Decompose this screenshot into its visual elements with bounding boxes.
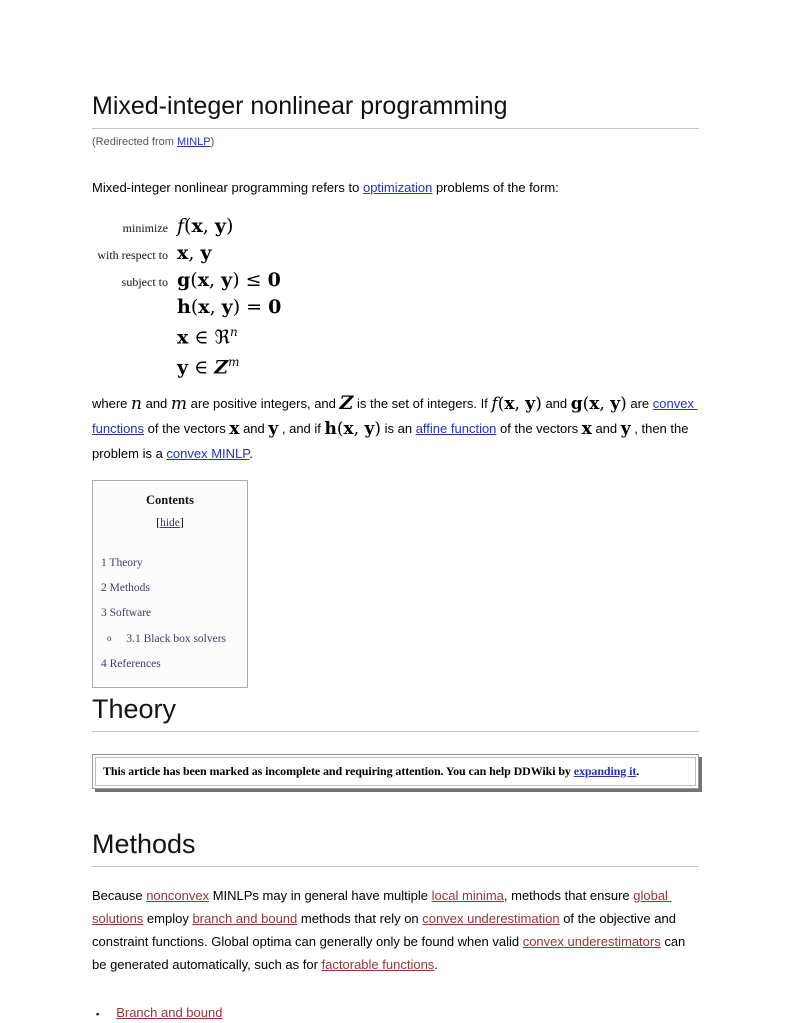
global-solutions-link[interactable]: global solutions: [92, 887, 672, 926]
text-run: (: [582, 393, 590, 414]
text-run: m: [170, 393, 188, 414]
where-paragraph: [92, 391, 699, 466]
toc-sub-bullet-icon: o: [107, 632, 112, 643]
text-run: and: [541, 395, 571, 411]
text-run: of the vectors: [144, 420, 230, 436]
local-minima-link[interactable]: local minima: [431, 887, 504, 903]
toc-item-theory: [93, 551, 247, 576]
convex-underestimation-link[interactable]: convex underestimation: [422, 910, 560, 926]
text-run: x: [198, 296, 210, 318]
text-run: This article has been marked as incomplete and requiring attention. You can help DDWiki by: [103, 763, 574, 778]
branch-and-bound-link[interactable]: Branch and bound: [116, 1004, 223, 1020]
factorable-functions-link[interactable]: factorable functions: [321, 956, 435, 972]
text-run: ,: [209, 269, 222, 291]
text-run: (: [184, 215, 192, 237]
redirect-note: [92, 136, 699, 148]
text-run: .: [249, 445, 253, 461]
methods-paragraph: [92, 884, 699, 976]
text-run: (: [336, 418, 344, 439]
text-run: y: [525, 393, 536, 414]
toc-item-list: [93, 551, 247, 677]
text-run: (: [497, 393, 505, 414]
toc-hide-toggle: [93, 517, 247, 529]
toc-link-references[interactable]: 4 References: [101, 657, 161, 670]
convex-underestimators-link[interactable]: convex underestimators: [522, 933, 661, 949]
bullet-icon: ▪: [96, 1008, 100, 1019]
toc-item-software: [93, 601, 247, 626]
convex-minlp-link[interactable]: convex MINLP: [166, 445, 250, 461]
text-run: y: [221, 269, 233, 291]
intro-paragraph: [92, 175, 699, 200]
text-run: ,: [209, 296, 222, 318]
text-run: ,: [514, 393, 526, 414]
math-expression: [177, 268, 281, 293]
toc-item-black-box-solvers: [93, 626, 247, 652]
math-expression: [177, 241, 211, 266]
toc-hide-link[interactable]: hide: [160, 516, 180, 529]
toc-link-theory[interactable]: 1 Theory: [101, 556, 143, 569]
text-run: x: [343, 418, 354, 439]
text-run: y: [364, 418, 375, 439]
notice-text: [95, 757, 696, 786]
expanding-it-link[interactable]: expanding it: [573, 763, 637, 778]
text-run: g: [570, 393, 583, 414]
text-run: where: [92, 395, 132, 411]
table-of-contents: [92, 480, 248, 688]
notice-box: [92, 754, 699, 789]
optimization-link[interactable]: optimization: [362, 180, 433, 195]
text-run: x: [177, 326, 189, 349]
text-run: , then the problem is a: [92, 420, 693, 461]
text-run: 0: [267, 269, 281, 291]
nonconvex-link[interactable]: nonconvex: [146, 887, 210, 903]
text-run: is an: [381, 420, 416, 436]
math-block: [92, 214, 699, 381]
text-run: x: [229, 418, 240, 439]
text-run: x: [177, 242, 189, 264]
text-run: y: [221, 296, 233, 318]
text-run: methods that rely on: [297, 910, 423, 926]
text-run: g: [177, 269, 191, 291]
text-run: , and if: [278, 420, 325, 436]
toc-link-software[interactable]: 3 Software: [101, 606, 152, 619]
text-run: is the set of integers. If: [353, 395, 492, 411]
text-run: ,: [188, 242, 201, 264]
text-run: m: [228, 355, 240, 370]
math-row-minimize: [92, 214, 699, 241]
text-run: Z: [214, 356, 229, 379]
text-run: can be generated automatically, such as for: [92, 933, 689, 972]
text-run: n: [131, 393, 142, 414]
math-expression: [177, 295, 281, 320]
affine-function-link[interactable]: affine function: [415, 420, 497, 436]
toc-link-methods[interactable]: 2 Methods: [101, 581, 150, 594]
text-run: of the vectors: [496, 420, 582, 436]
math-expression: [177, 350, 239, 380]
text-run: .: [434, 956, 438, 972]
text-run: ): [535, 393, 542, 414]
text-run: y: [214, 215, 226, 237]
text-run: , methods that ensure: [503, 887, 634, 903]
text-run: ℜ: [214, 326, 230, 349]
section-heading-theory: Theory: [92, 694, 699, 732]
text-run: ≤: [239, 269, 268, 291]
text-run: y: [620, 418, 631, 439]
text-run: [: [156, 516, 161, 529]
text-run: problems of the form:: [432, 180, 559, 195]
text-run: y: [177, 356, 189, 379]
section-heading-methods: Methods: [92, 829, 699, 867]
text-run: 0: [268, 296, 282, 318]
math-label: minimize: [122, 221, 168, 235]
text-run: ): [225, 215, 234, 237]
text-run: y: [610, 393, 621, 414]
text-run: f: [177, 215, 185, 237]
text-run: are positive integers, and: [187, 395, 340, 411]
text-run: ): [232, 269, 240, 291]
text-run: x: [581, 418, 592, 439]
text-run: of the objective and constraint functions. Global optima can generally only be found when valid: [92, 910, 680, 949]
text-run: ∈: [188, 326, 215, 349]
math-expression: [177, 320, 238, 350]
text-run: n: [229, 325, 238, 339]
text-run: employ: [143, 910, 193, 926]
list-item-branch-and-bound: [92, 1005, 699, 1020]
text-run: y: [200, 242, 212, 264]
text-run: .: [636, 763, 640, 778]
text-run: ): [620, 393, 627, 414]
toc-item-references: [93, 652, 247, 677]
text-run: ): [374, 418, 382, 439]
text-run: x: [589, 393, 600, 414]
math-row-y-domain: [92, 350, 699, 380]
math-row-subject-to: [92, 268, 699, 295]
text-run: x: [504, 393, 515, 414]
text-run: MINLPs may in general have multiple: [209, 887, 432, 903]
text-run: h: [324, 418, 337, 439]
math-label: subject to: [121, 275, 168, 289]
convex-functions-link[interactable]: convex functions: [92, 395, 698, 436]
math-row-with-respect-to: [92, 241, 699, 268]
text-run: and: [591, 420, 621, 436]
text-run: Mixed-integer nonlinear programming refers to: [92, 180, 363, 195]
math-expression: [177, 214, 233, 239]
text-run: and: [141, 395, 171, 411]
math-row-equality: [92, 295, 699, 320]
text-run: Because: [92, 887, 147, 903]
branch-and-bound-inline-link[interactable]: branch and bound: [192, 910, 298, 926]
text-run: (: [190, 269, 198, 291]
toc-item-methods: [93, 576, 247, 601]
page-title: Mixed-integer nonlinear programming: [92, 92, 699, 129]
math-label: with respect to: [97, 248, 168, 262]
text-run: h: [177, 296, 191, 318]
text-run: ,: [202, 215, 215, 237]
toc-link-black-box-solvers[interactable]: 3.1 Black box solvers: [126, 632, 227, 645]
minlp-redirect-link[interactable]: MINLP: [176, 136, 211, 148]
text-run: ): [210, 136, 215, 148]
text-run: ]: [179, 516, 184, 529]
math-row-x-domain: [92, 320, 699, 350]
text-run: x: [191, 215, 203, 237]
text-run: y: [268, 418, 279, 439]
text-run: ,: [599, 393, 611, 414]
text-run: Z: [339, 391, 354, 414]
text-run: f: [491, 393, 498, 414]
toc-title: Contents: [146, 492, 194, 507]
text-run: (: [190, 296, 199, 318]
text-run: (Redirected from: [92, 136, 177, 148]
text-run: ): [232, 296, 241, 318]
text-run: x: [197, 269, 210, 291]
text-run: ∈: [188, 356, 215, 379]
text-run: and: [239, 420, 269, 436]
text-run: ,: [353, 418, 365, 439]
text-run: =: [240, 296, 269, 318]
text-run: are: [626, 395, 653, 411]
